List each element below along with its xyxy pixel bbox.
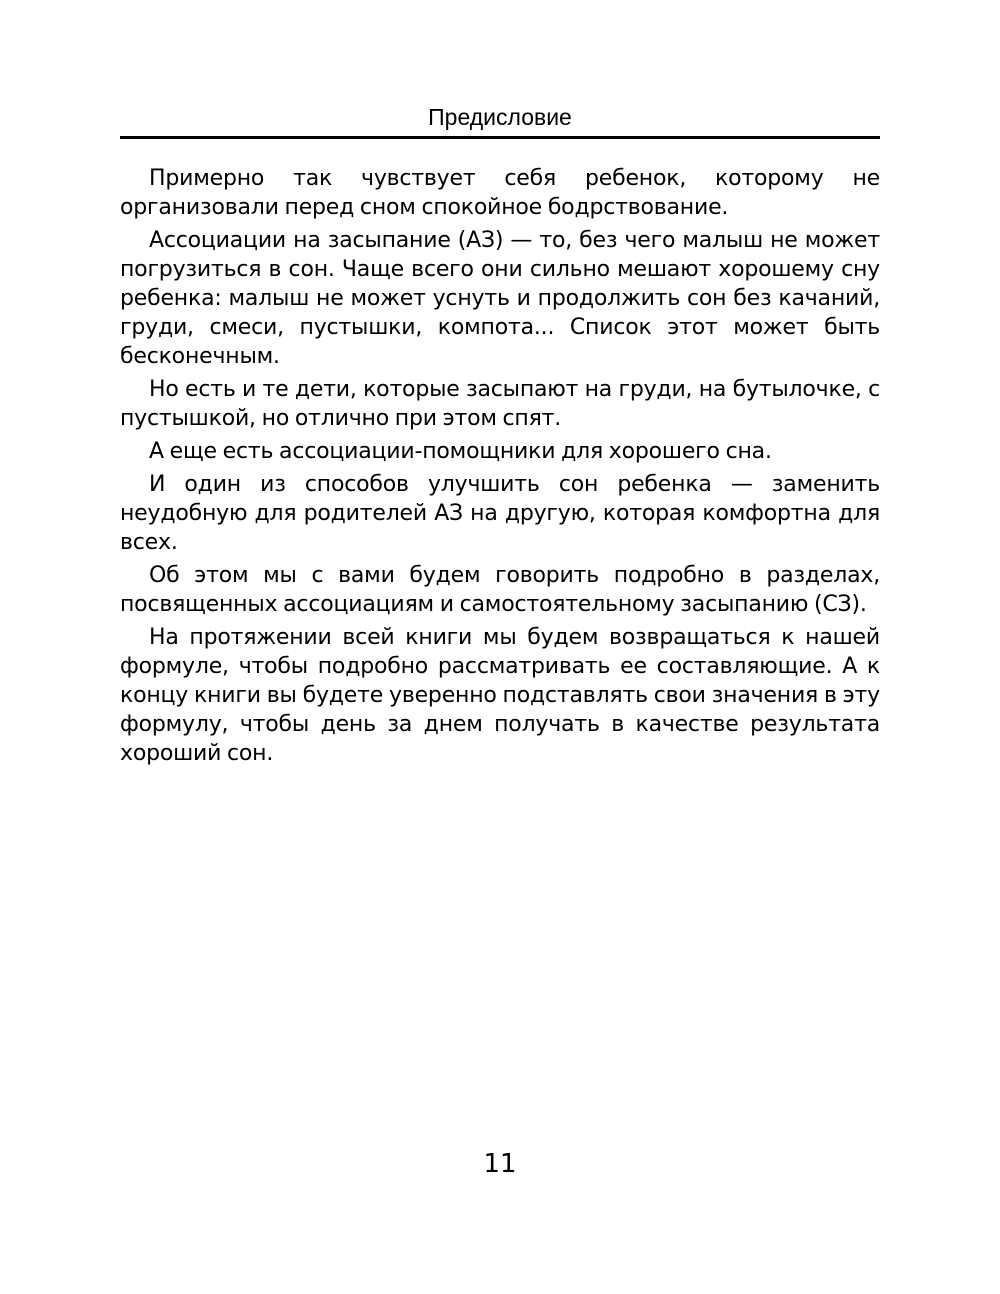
paragraph: На протяжении всей книги мы будем возвращаться к нашей формуле, чтобы подробно рассматривать ее составляющие. А к концу книги вы будете уверенно подставлять свои значения в эту формулу, чтобы день за днем получать в качестве результата хороший сон. bbox=[120, 625, 880, 766]
running-header bbox=[120, 100, 880, 139]
paragraph: Но есть и те дети, которые засыпают на груди, на бутылочке, с пустышкой, но отлично при этом спят. bbox=[120, 377, 880, 431]
paragraph: И один из способов улучшить сон ребенка — заменить неудобную для родителей АЗ на другую, которая комфортна для всех. bbox=[120, 472, 880, 555]
page-number: 11 bbox=[483, 1149, 517, 1179]
section-title: Предисловие bbox=[428, 104, 572, 130]
paragraph: Ассоциации на засыпание (АЗ) — то, без чего малыш не может погрузиться в сон. Чаще всего они сильно мешают хорошему сну ребенка: малыш не может уснуть и продолжить сон без качаний, груди, смеси, пустышки, компота... Список этот может быть бесконечным. bbox=[120, 228, 880, 369]
paragraph: Об этом мы с вами будем говорить подробно в разделах, посвященных ассоциациям и самостоятельному засыпанию (СЗ). bbox=[120, 563, 880, 617]
body-text bbox=[120, 164, 880, 772]
paragraph: Примерно так чувствует себя ребенок, которому не организовали перед сном спокойное бодрствование. bbox=[120, 166, 880, 220]
paragraph: А еще есть ассоциации-помощники для хорошего сна. bbox=[149, 439, 772, 464]
